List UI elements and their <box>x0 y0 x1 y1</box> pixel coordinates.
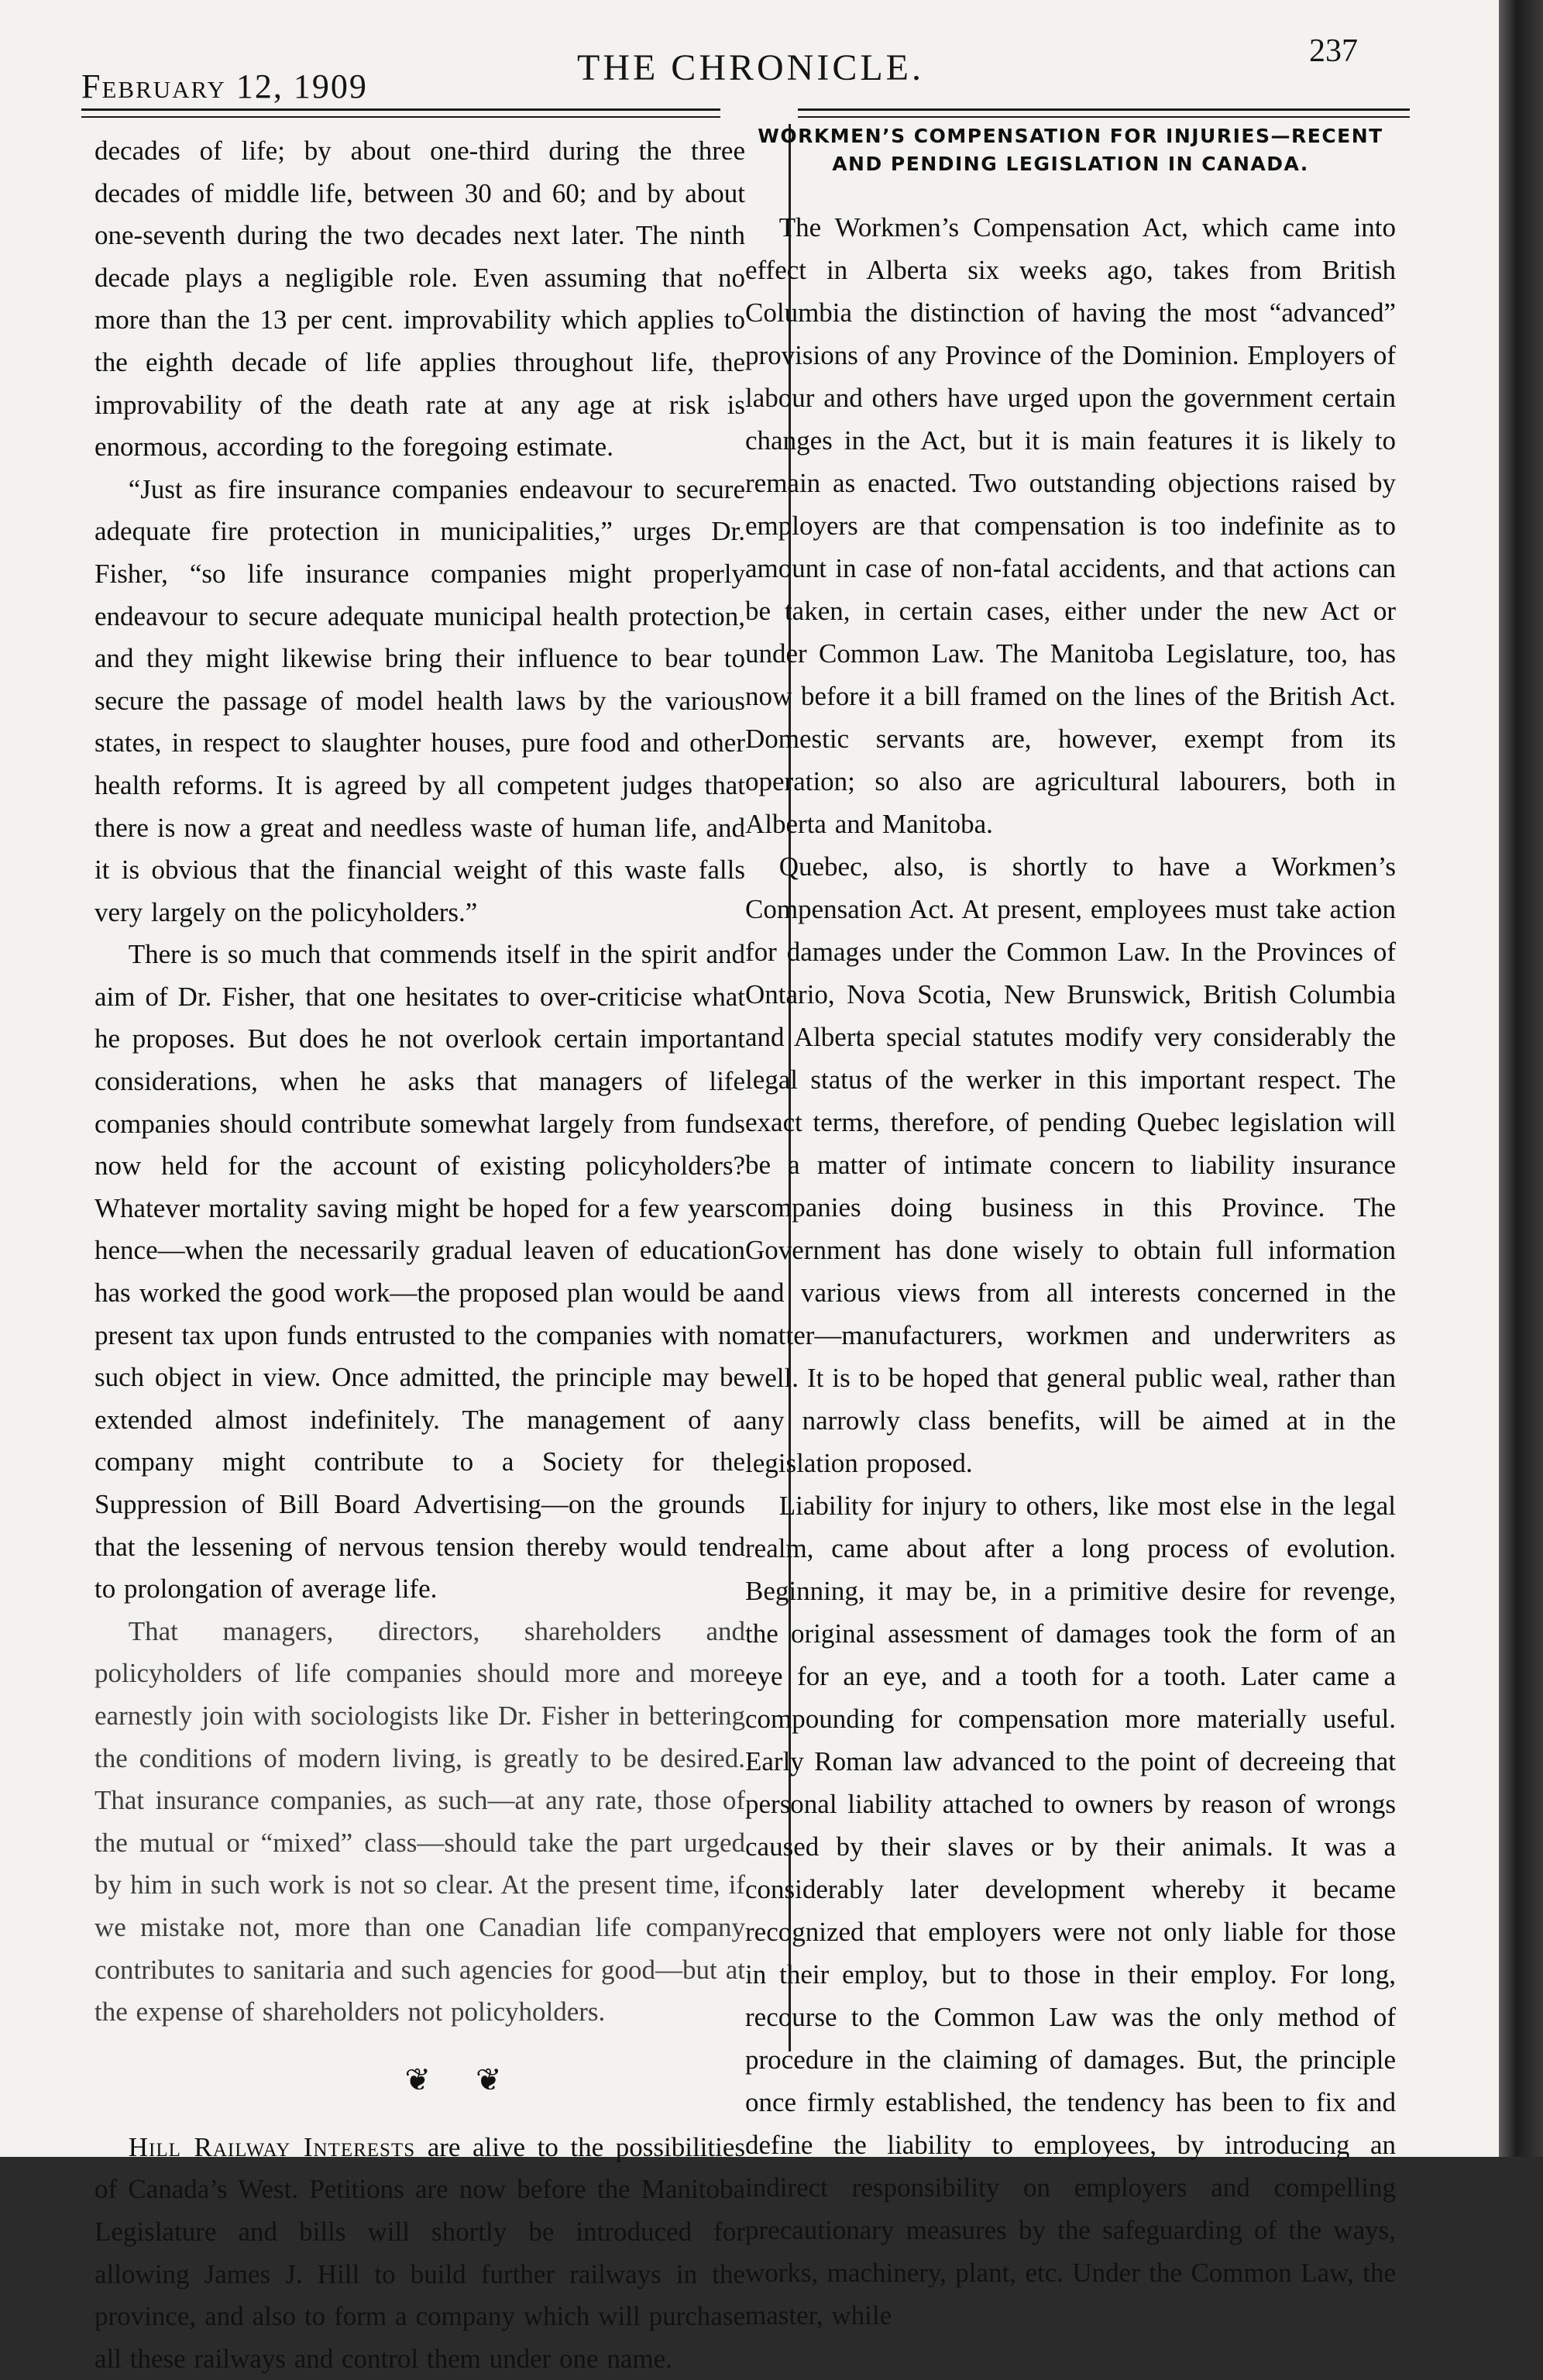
article-heading: WORKMEN’S COMPENSATION FOR INJURIES—RECENT AND PENDING LEGISLATION IN CANADA. <box>758 125 1383 175</box>
paragraph: Quebec, also, is shortly to have a Workmen’s Compensation Act. At present, employees must take action for damages under the Common Law. In the Provinces of Ontario, Nova Scotia, New Brunswick, British Columbia and Alberta special statutes modify very considerably the legal status of the werker in this important respect. The exact terms, therefore, of pending Quebec legislation will be a matter of intimate concern to liability insurance companies doing business in this Province. The Government has done wisely to obtain full information and various views from all interests concerned in the matter—manufacturers, workmen and underwriters as well. It is to be hoped that general public weal, rather than any narrowly class benefits, will be aimed at in the legislation proposed. <box>745 851 1396 1478</box>
masthead-rule-left <box>81 108 720 111</box>
paragraph: There is so much that commends itself in the spirit and aim of Dr. Fisher, that one hesitates to over-criticise what he proposes. But does he not overlook certain important considerations, when he asks that managers of life companies should contribute somewhat largely from funds now held for the account of existing policyholders? Whatever mortality saving might be hoped for a few years hence—when the necessarily gradual leaven of education has worked the good work—the proposed plan would be a present tax upon funds entrusted to the companies with no such object in view. Once admitted, the principle may be extended almost indefinitely. The management of a company might contribute to a Society for the Suppression of Bill Board Advertising—on the grounds that the lessening of nervous tension thereby would tend to prolongation of average life. <box>95 939 745 1604</box>
paragraph: Liability for injury to others, like most else in the legal realm, came about after a long process of evolution. Beginning, it may be, in a primitive desire for revenge, the original assessment of damages took the form of an eye for an eye, and a tooth for a tooth. Later came a compounding for compensation more materially useful. Early Roman law advanced to the point of decreeing that personal liability attached to owners by reason of wrongs caused by their slaves or by their animals. It was a considerably later development whereby it became recognized that employers were not only liable for those in their employ, but to those in their employ. For long, recourse to the Common Law was the only method of procedure in the claiming of damages. But, the principle once firmly established, the tendency has been to fix and define the liability to employees, by introducing an indirect responsibility on employers and compelling precautionary measures by the safeguarding of the ways, works, machinery, plant, etc. Under the Common Law, the master, while <box>745 1491 1396 2330</box>
paragraph-lead: Hill Railway Interests <box>128 2131 416 2162</box>
masthead-rule-right-thin <box>798 116 1410 118</box>
masthead <box>0 0 1499 132</box>
paragraph: The Workmen’s Compensation Act, which came into effect in Alberta six weeks ago, takes from British Columbia the distinction of having the most “advanced” provisions of any Province of the Dominion. Employers of labour and others have urged upon the government certain changes in the Act, but it is main features it is likely to remain as enacted. Two outstanding objections raised by employers are that compensation is too indefinite as to amount in case of non-fatal accidents, and that actions can be taken, in certain cases, either under the new Act or under Common Law. The Manitoba Legislature, too, has now before it a bill framed on the lines of the British Act. Domestic servants are, however, exempt from its operation; so also are agricultural labourers, both in Alberta and Manitoba. <box>745 212 1396 839</box>
newspaper-title: THE CHRONICLE. <box>577 47 924 88</box>
hill-railway-paragraph <box>95 2127 745 2380</box>
section-ornament: ❦ ❦ <box>404 2062 521 2097</box>
paragraph: decades of life; by about one-third during the three decades of middle life, between 30 and 60; and by about one-seventh during the two decades next later. The ninth decade plays a negligible role. Even assuming that no more than the 13 per cent. improvability which applies to the eighth decade of life applies throughout life, the improvability of the death rate at any age at risk is enormous, according to the foregoing estimate. <box>95 136 745 463</box>
paragraph: “Just as fire insurance companies endeavour to secure adequate fire protection in municipalities,” urges Dr. Fisher, “so life insurance companies might properly endeavour to secure adequate municipal health protection, and they might likewise bring their influence to bear to secure the passage of model health laws by the various states, in respect to slaughter houses, pure food and other health reforms. It is agreed by all competent judges that there is now a great and needless waste of human life, and it is obvious that the financial weight of this waste falls very largely on the policyholders.” <box>95 473 745 927</box>
paragraph-body: are alive to the possibilities of Canada’s West. Petitions are now before the Manitoba Legislature and bills will shortly be introduced for allowing James J. Hill to build further railways in the province, and also to form a company which will purchase all these railways and control them under one name. <box>95 2131 746 2374</box>
masthead-rule-right <box>798 108 1410 111</box>
masthead-rule-left-thin <box>81 116 720 118</box>
page-binding-edge <box>1499 0 1543 2157</box>
page-number: 237 <box>1309 33 1358 69</box>
paragraph: That managers, directors, shareholders and policyholders of life companies should more and more earnestly join with sociologists like Dr. Fisher in bettering the conditions of modern living, is greatly to be desired. That insurance companies, as such—at any rate, those of the mutual or “mixed” class—should take the part urged by him in such work is not so clear. At the present time, if we mistake not, more than one Canadian life company contributes to sanitaria and such agencies for good—but at the expense of shareholders not policyholders. <box>95 1615 745 2027</box>
right-column <box>745 122 1396 2337</box>
left-column <box>95 130 745 2380</box>
issue-date: February 12, 1909 <box>81 67 368 105</box>
